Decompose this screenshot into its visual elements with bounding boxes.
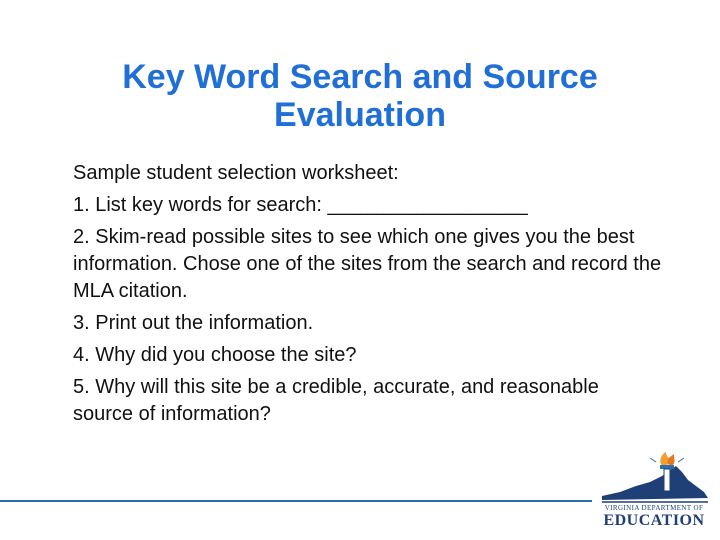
slide-body xyxy=(73,160,663,433)
worksheet-item-3: 3. Print out the information. xyxy=(73,312,314,334)
virginia-torch-icon xyxy=(596,452,712,504)
worksheet-item-5: 5. Why will this site be a credible, accurate, and reasonable source of information? xyxy=(73,376,599,425)
logo-text-education: EDUCATION xyxy=(603,512,705,529)
worksheet-item-1: 1. List key words for search: __________________ xyxy=(73,194,528,216)
footer-divider xyxy=(0,500,592,502)
logo-text-department: VIRGINIA DEPARTMENT OF xyxy=(604,504,704,512)
slide-title: Key Word Search and Source Evaluation xyxy=(122,58,598,134)
vdoe-logo xyxy=(596,452,712,532)
worksheet-item-4: 4. Why did you choose the site? xyxy=(73,344,357,366)
worksheet-intro: Sample student selection worksheet: xyxy=(73,162,399,184)
worksheet-item-2: 2. Skim-read possible sites to see which one gives you the best information. Chose one of the sites from the search and record the MLA citation. xyxy=(73,226,662,302)
